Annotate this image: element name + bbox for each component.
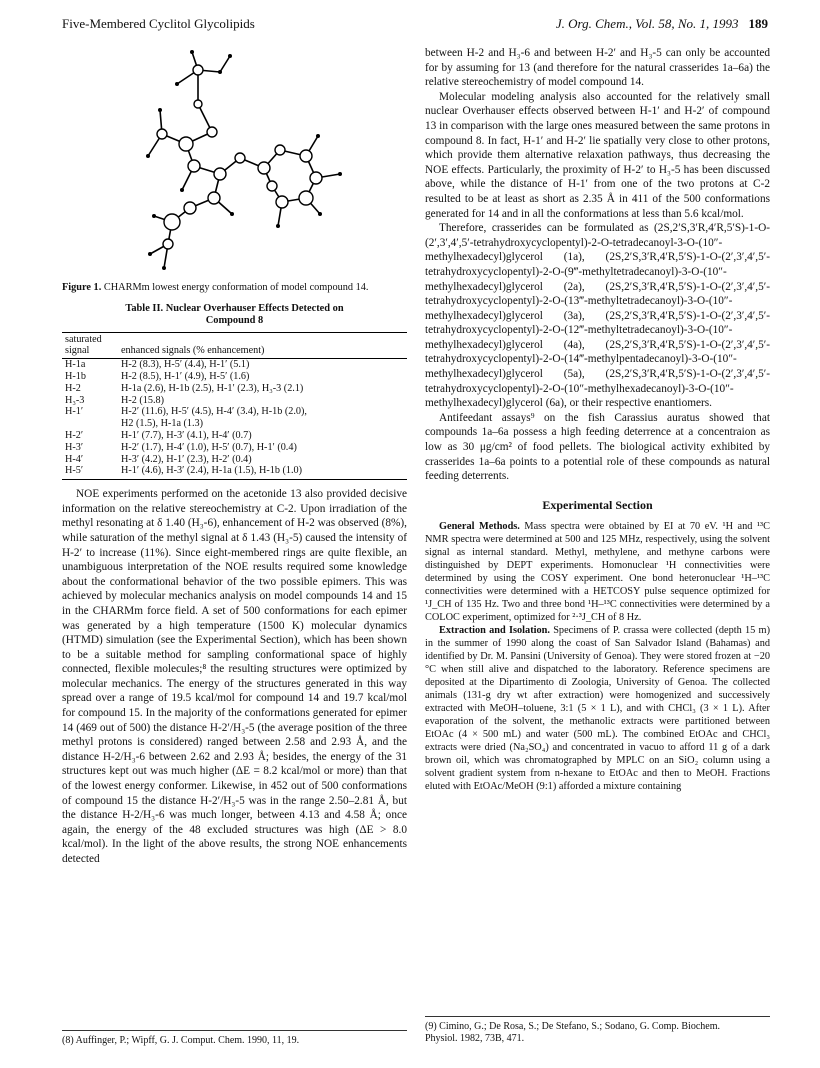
table-title-line2: Compound 8 xyxy=(205,315,264,327)
enhancement-cell: H-2 (8.5), H-1′ (4.9), H-5′ (1.6) xyxy=(121,370,250,382)
section-title: Experimental Section xyxy=(542,497,653,512)
caption-label: Figure 1. xyxy=(62,282,102,293)
signal-cell: H-4′ xyxy=(65,453,84,465)
enhancement-cell: H-3′ (4.2), H-1′ (2.3), H-2′ (0.4) xyxy=(121,453,252,465)
enhancement-cell: H-2 (15.8) xyxy=(121,394,165,406)
table-row xyxy=(62,465,407,479)
right-paragraph-3: Therefore, crasserides can be formulated as (2S,2′S,3′R,4′R,5′S)-1-O-(2′,3′,4′,5′-tetrahydroxycyclopentyl)-2-O-tetradecanoyl-3-O-(10″-methylhexadecyl)glycerol (1a), (2S,2′S,3′R,4′R,5′S)-1-O-(2′,3′,4′,5′-tetrahydroxycyclopentyl)-2-O-(9‴-methyltetradecanoyl)-3-O-(10″-methylhexadecyl)glycerol (2a), (2S,2′S,3′R,4′R,5′S)-1-O-(2′,3′,4′,5′-tetrahydroxycyclopentyl)-2-O-(13‴-methyltetradecanoyl)-3-O-(10″-methylhexadecyl)glycerol (3a), (2S,2′S,3′R,4′R,5′S)-1-O-(2′,3′,4′,5′-tetrahydroxycyclopentyl)-2-O-(12‴-methyltetradecanoyl)-3-O-(10″-methylhexadecyl)glycerol (4a), (2S,2′S,3′R,4′R,5′S)-1-O-(2′,3′,4′,5′-tetrahydroxycyclopentyl)-2-O-(14‴-methylpentadecanoyl)-3-O-(10″-methylhexadecyl)glycerol (5a), (2S,2′S,3′R,4′R,5′S)-1-O-(2′,3′,4′,5′-tetrahydroxycyclopentyl)-2-O-(10″-methylhexadecanoyl)-3-O-(10″-methylhexadecyl)glycerol (6a), or their respective enantiomers. xyxy=(425,222,770,410)
signal-cell: H-1a xyxy=(65,359,86,371)
enhancement-cell: H-2′ (11.6), H-5′ (4.5), H-4′ (3.4), H-1b (2.0), xyxy=(121,406,307,418)
left-column xyxy=(62,46,407,867)
right-paragraph-2: Molecular modeling analysis also accounted for the relatively small nuclear Overhauser effects observed between H-1′ and H-2′ of compound 13 in comparison with the large ones measured between the same protons in compound 8. In fact, H-1′ and H-2′ lie spatially very close to other protons, which provide them alternative relaxation pathways, thus decreasing the NOE effects. Particularly, the proximity of H-2′ to H₃-5 has been discussed above, while the distance of H-1′ from one of the two protons at C-2 resulted to be at least as short as 2.35 Å in 411 of the 500 conformations generated for 14 and in all the conformations at less than 5.6 kcal/mol. xyxy=(425,90,770,220)
signal-cell: H-2′ xyxy=(65,429,84,441)
signal-cell: H-5′ xyxy=(62,465,118,479)
general-methods-text: Mass spectra were obtained by EI at 70 eV. ¹H and ¹³C NMR spectra were determined at 500 and 125 MHz, respectively, using the solvent signal as internal standard. Methyl, methylene, and methyne carbons were distinguished by DEPT experiments. Homonuclear ¹H connectivities were determined by using the COSY experiment. One bond heteronuclear ¹H–¹³C connectivities were determined with a HETCOSY pulse sequence optimized for ¹J_CH of 135 Hz. Two and three bond ¹H–¹³C connectivities were determined by a COLOC experiment, optimized for ²·³J_CH of 8 Hz. xyxy=(425,521,770,624)
ball-and-stick-model xyxy=(102,46,362,274)
journal-name: J. Org. Chem., Vol. 58, No. 1, 1993 xyxy=(555,16,739,31)
enhancement-cell: H-2 (8.3), H-5′ (4.4), H-1′ (5.1) xyxy=(121,359,250,371)
signal-cell: H₃-3 xyxy=(65,394,85,406)
running-header: Five-Membered Cyclitol Glycolipids xyxy=(62,16,255,31)
col-header-signal: saturated signal xyxy=(62,332,118,359)
extraction-runin: Extraction and Isolation. xyxy=(439,625,550,637)
enhancement-cell: H-1′ (7.7), H-3′ (4.1), H-4′ (0.7) xyxy=(121,429,252,441)
table-row xyxy=(62,359,407,371)
table-title-line1: Table II. Nuclear Overhauser Effects Detected on xyxy=(125,302,344,314)
enhancement-cell: H-1′ (4.6), H-3′ (2.4), H-1a (1.5), H-1b (1.0) xyxy=(118,465,407,479)
signal-cell xyxy=(62,418,118,430)
signal-cell: H-2 xyxy=(65,382,81,394)
enhancement-cell: H-1a (2.6), H-1b (2.5), H-1′ (2.3), H₃-3 (2.1) xyxy=(121,382,304,394)
extraction-paragraph xyxy=(425,624,770,793)
footnote-9: (9) Cimino, G.; De Rosa, S.; De Stefano, S.; Sodano, G. Comp. Biochem. Physiol. 1982, 73B, 471. xyxy=(425,1016,770,1045)
left-paragraph-1: NOE experiments performed on the acetonide 13 also provided decisive information on the relative stereochemistry at C-2. Upon irradiation of the methyl resonating at δ 1.40 (H₃-6), enhancement of H-2 was observed (8%), while saturation of the methyl signal at δ 1.43 (H₃-5) caused the intensity of H-2′ to increase (11%). Since eight-membered rings are quite flexible, an unambiguous interpretation of the NOE results required some knowledge about the conformational behavior of the two possible epimers. This was achieved by molecular mechanics analysis on model compounds 14 and 15 in the CHARMm force field. A set of 500 conformations for each epimer was generated by a high temperature (1500 K) molecular dynamics (HTMD) simulation (see the Experimental Section), which has been shown to be a suitable method for sampling conformational space of highly connected, flexible molecules;⁸ the resulting structures were optimized by molecular mechanics. The energy of the structures generated in this way spread over a range of 19.5 kcal/mol for compound 14 and 19.7 kcal/mol for compound 15. In the majority of the conformations generated for epimer 14 (469 out of 500) the distance H-2′/H₃-5 (the average position of the three methyl protons is considered) ranged between 2.58 and 2.93 Å, and the distance H-2/H₃-6 between 2.62 and 2.93 Å; besides, the energy of the 31 structures kept out was much higher (ΔE = 8.2 kcal/mol or more) than that of the lowest energy conformer. Likewise, in 452 out of 500 conformations of compound 15 the distance H-2′/H₃-5 was in the range 2.50–2.81 Å, but the distance H-2/H₃-6 was much longer, between 4.13 and 4.58 Å; once again, the energy of the 48 excluded structures was high (ΔE > 8.0 kcal/mol). In the light of the above results, the strong NOE enhancements detected xyxy=(62,488,407,865)
right-paragraph-4: Antifeedant assays⁹ on the fish Carassius auratus showed that compounds 1a–6a possess a high feeding deterrence at a concentraion as low as 30 μg/cm² of food pellets. The biological activity exhibited by crasserides 1a–6a points to a potential role of these compounds as natural feeding deterrents. xyxy=(425,411,770,483)
enhancement-cell: H-2′ (1.7), H-4′ (1.0), H-5′ (0.7), H-1′ (0.4) xyxy=(121,441,297,453)
table-row xyxy=(62,442,407,454)
table-row xyxy=(62,454,407,466)
noe-table xyxy=(62,332,407,481)
table-row xyxy=(62,406,407,418)
table-row xyxy=(62,395,407,407)
col-header-enhanced: enhanced signals (% enhancement) xyxy=(118,332,407,359)
footnote-8: (8) Auffinger, P.; Wipff, G. J. Comput. Chem. 1990, 11, 19. xyxy=(62,1030,407,1047)
signal-cell: H-1′ xyxy=(65,406,84,418)
right-paragraph-1: between H-2 and H₃-6 and between H-2′ and H₃-5 can only be accounted for by assuming for 13 (and therefore for the natural crasserides 1a–6a) the relative stereochemistry of model compound 14. xyxy=(425,47,770,89)
general-methods-runin: General Methods. xyxy=(439,521,520,533)
table-row xyxy=(62,418,407,430)
table-row xyxy=(62,383,407,395)
journal-citation xyxy=(556,16,768,32)
caption-text: CHARMm lowest energy conformation of model compound 14. xyxy=(103,282,369,293)
figure-caption xyxy=(62,282,407,295)
enhancement-cell: H2 (1.5), H-1a (1.3) xyxy=(121,418,204,430)
page-number: 189 xyxy=(748,16,768,31)
signal-cell: H-1b xyxy=(65,370,86,382)
table-title xyxy=(62,303,407,328)
table-row xyxy=(62,371,407,383)
molecular-structure-figure xyxy=(62,46,407,276)
table-row xyxy=(62,430,407,442)
general-methods-paragraph xyxy=(425,520,770,624)
extraction-text: Specimens of P. crassa were collected (depth 15 m) in the summer of 1990 along the coast of San Salvador Island (Bahamas) and identified by Dr. M. Pansini (University of Genoa). They were stored frozen at −20 °C when still alive and dispatched to the laboratory. Reference specimens are deposited at the Dipartimento di Zoologia, University of Genoa. The collected animals (131-g dry wt after extraction) were homogenized and successively extracted with MeOH–toluene, 3:1 (5 × 1 L), and with CHCl₃ (3 × 1 L). After evaporation of the solvent, the methanolic extracts were partitioned between EtOAc (4 × 500 mL) and water (500 mL). The combined EtOAc and CHCl₃ extracts were dried (Na₂SO₄) and concentrated in vacuo to afford 11 g of a dark brown oil, which was chromatographed by MPLC on an SiO₂ column using a solvent gradient system from n-hexane to EtOAc and then to MeOH. Fractions eluted with EtOAc/MeOH (9:1) afforded a mixture containing xyxy=(425,625,770,793)
right-column xyxy=(425,46,770,793)
signal-cell: H-3′ xyxy=(65,441,84,453)
